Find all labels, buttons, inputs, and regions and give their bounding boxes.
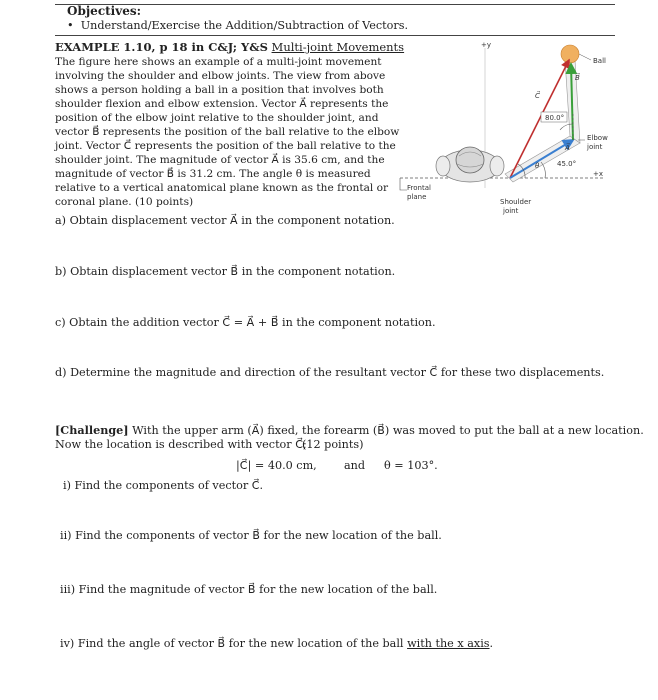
question-ii: ii) Find the components of vector B⃗ for the new location of the ball.: [60, 529, 442, 542]
shoulder-label-1: Shoulder: [500, 198, 532, 206]
ball-leader: [579, 54, 591, 60]
frontal-plane-label-2: plane: [407, 193, 427, 201]
question-a: a) Obtain displacement vector A⃗ in the component notation.: [55, 214, 395, 227]
question-c: c) Obtain the addition vector C⃗ = A⃗ + B⃗ in the component notation.: [55, 316, 436, 329]
shoulder-label-2: joint: [503, 207, 519, 215]
challenge-points: (12 points): [302, 438, 364, 451]
challenge-line-2: Now the location is described with vector C⃗;: [55, 438, 307, 451]
question-iii: iii) Find the magnitude of vector B⃗ for the new location of the ball.: [60, 583, 438, 596]
elbow-label-2: joint: [587, 143, 603, 151]
person-topview: [436, 147, 504, 182]
example-title: EXAMPLE 1.10, p 18 in C&J; Y&S Multi-joint Movements: [55, 40, 405, 54]
example-line: joint. Vector C⃗ represents the position of the ball relative to the: [55, 140, 396, 152]
angle-80-label: 80.0°: [545, 114, 565, 122]
example-line: shows a person holding a ball in a position that involves both: [55, 84, 384, 96]
challenge-line-1: [Challenge] With the upper arm (A⃗) fixed, the forearm (B⃗) was moved to put the ball at a new location.: [55, 423, 644, 437]
given-and: and: [344, 459, 366, 472]
example-line: relative to a vertical anatomical plane known as the frontal or: [55, 182, 389, 194]
vector-c-label: C⃗: [535, 92, 540, 100]
arm-vector-figure: [395, 38, 645, 228]
objectives-bullet: • Understand/Exercise the Addition/Subtraction of Vectors.: [67, 19, 409, 32]
given-theta: θ = 103°.: [384, 459, 438, 472]
example-line: position of the elbow joint relative to the shoulder joint, and: [55, 112, 379, 124]
example-paragraph: [55, 55, 400, 209]
objectives-heading: Objectives:: [67, 4, 142, 18]
example-line: vector B⃗ represents the position of the ball relative to the elbow: [55, 126, 400, 138]
theta-label: θ: [535, 162, 540, 170]
angle-45-label: 45.0°: [557, 160, 577, 168]
question-iv: iv) Find the angle of vector B⃗ for the new location of the ball with the x axis.: [60, 637, 494, 650]
challenge-label: [Challenge]: [55, 423, 129, 437]
x-axis-phrase: with the x axis: [407, 637, 490, 650]
example-line: The figure here shows an example of a multi-joint movement: [55, 56, 382, 68]
vector-b-label: B⃗: [575, 74, 580, 82]
ball-label: Ball: [593, 57, 606, 65]
y-axis-label: +y: [481, 41, 492, 49]
question-i: i) Find the components of vector C⃗.: [63, 479, 264, 492]
example-line: involving the shoulder and elbow joints. The view from above: [55, 70, 386, 82]
example-line: shoulder joint. The magnitude of vector A⃗ is 35.6 cm, and the: [55, 154, 385, 166]
elbow-label-1: Elbow: [587, 134, 608, 142]
vector-a-label: A⃗: [565, 144, 570, 152]
example-line: magnitude of vector B⃗ is 31.2 cm. The angle θ is measured: [55, 168, 371, 180]
x-axis-label: +x: [593, 170, 604, 178]
frontal-plane-label-1: Frontal: [407, 184, 431, 192]
example-link: Multi-joint Movements: [271, 40, 405, 54]
example-line: shoulder flexion and elbow extension. Vector A⃗ represents the: [55, 98, 389, 110]
example-line: coronal plane. (10 points): [55, 196, 194, 208]
question-d: d) Determine the magnitude and direction of the resultant vector C⃗ for these two displacements.: [55, 366, 605, 379]
objectives-rule: [55, 35, 615, 36]
frontal-plane-bracket: [400, 178, 407, 190]
ball: [561, 45, 579, 63]
bullet-icon: •: [67, 19, 81, 32]
given-magnitude: |C⃗| = 40.0 cm,: [236, 459, 317, 472]
question-b: b) Obtain displacement vector B⃗ in the component notation.: [55, 265, 396, 278]
